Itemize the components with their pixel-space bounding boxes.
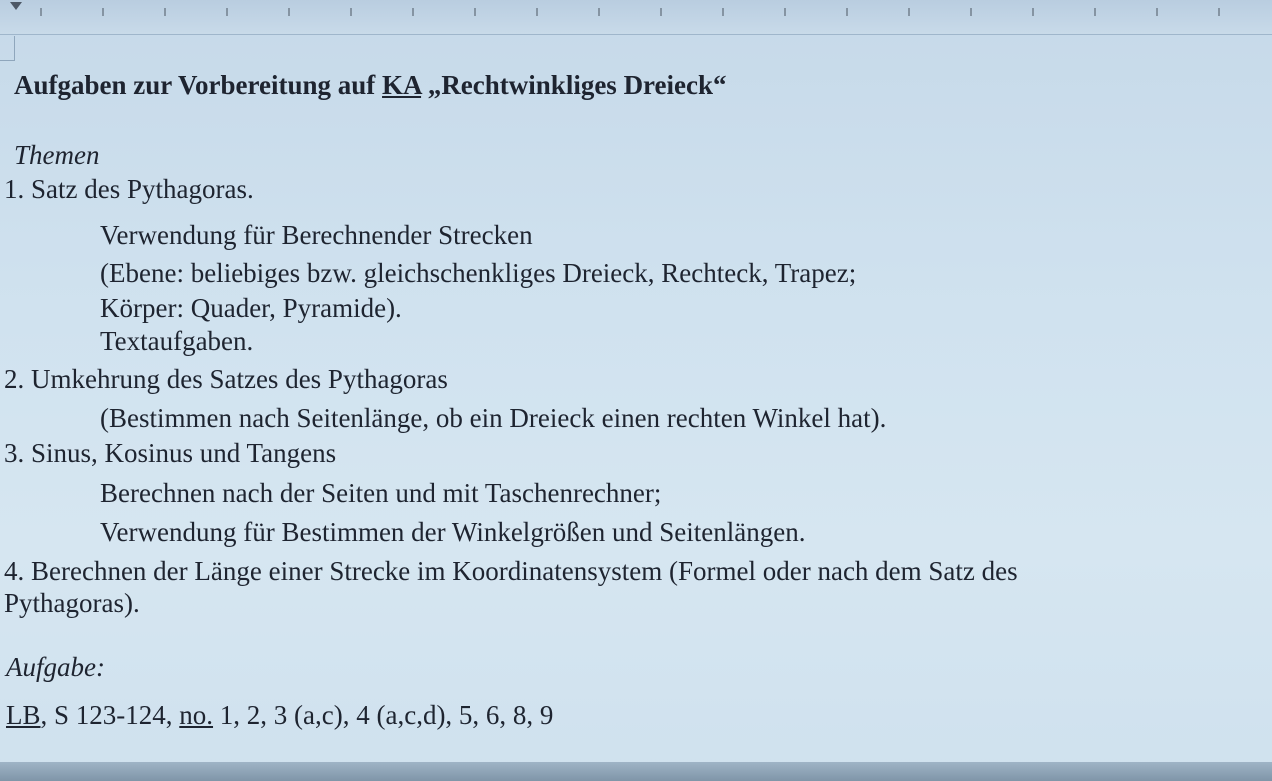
- title-prefix: Aufgaben zur Vorbereitung auf: [14, 70, 383, 100]
- ruler-tick: [908, 8, 910, 16]
- ruler-tick: [970, 8, 972, 16]
- ruler-tick: [102, 8, 104, 16]
- ruler-tick: [598, 8, 600, 16]
- topic-1-heading: 1. Satz des Pythagoras.: [4, 174, 254, 204]
- ruler-tick: [350, 8, 352, 16]
- ruler-tick: [1218, 8, 1220, 16]
- ruler-tick: [1156, 8, 1158, 16]
- topic-1-line-3: Körper: Quader, Pyramide).: [100, 293, 402, 323]
- ruler-tick: [226, 8, 228, 16]
- task-line: [6, 700, 553, 730]
- task-middle: , S 123-124,: [40, 700, 180, 730]
- ruler-tick: [660, 8, 662, 16]
- indent-marker[interactable]: [10, 2, 22, 10]
- topic-1-line-4: Textaufgaben.: [100, 326, 254, 356]
- title-suffix: „Rechtwinkliges Dreieck“: [421, 70, 727, 100]
- topic-4-continuation: Pythagoras).: [4, 588, 140, 618]
- topic-2-line-1: (Bestimmen nach Seitenlänge, ob ein Dreieck einen rechten Winkel hat).: [100, 403, 887, 433]
- task-no: no.: [179, 700, 214, 730]
- task-rest: 1, 2, 3 (a,c), 4 (a,c,d), 5, 6, 8, 9: [213, 700, 554, 730]
- screen-bottom-edge: [0, 762, 1272, 781]
- title-ka: KA: [382, 70, 422, 100]
- task-lb: LB: [6, 700, 41, 730]
- themes-heading: Themen: [14, 140, 100, 170]
- ruler-tick: [784, 8, 786, 16]
- topic-3-line-1: Berechnen nach der Seiten und mit Taschenrechner;: [100, 478, 662, 508]
- ruler-tick: [412, 8, 414, 16]
- topic-3-line-2: Verwendung für Bestimmen der Winkelgrößen und Seitenlängen.: [100, 517, 806, 547]
- ruler[interactable]: [0, 0, 1272, 35]
- topic-4-heading: 4. Berechnen der Länge einer Strecke im Koordinatensystem (Formel oder nach dem Satz des: [4, 556, 1018, 586]
- ruler-tick: [536, 8, 538, 16]
- topic-1-line-2: (Ebene: beliebiges bzw. gleichschenkliges Dreieck, Rechteck, Trapez;: [100, 258, 857, 288]
- ruler-tick: [722, 8, 724, 16]
- topic-1-line-1: Verwendung für Berechnender Strecken: [100, 220, 533, 250]
- topic-3-heading: 3. Sinus, Kosinus und Tangens: [4, 438, 337, 468]
- ruler-tick: [1032, 8, 1034, 16]
- document-title: [14, 70, 727, 100]
- ruler-tick: [1094, 8, 1096, 16]
- ruler-tick: [846, 8, 848, 16]
- ruler-tick: [474, 8, 476, 16]
- topic-2-heading: 2. Umkehrung des Satzes des Pythagoras: [4, 364, 448, 394]
- ruler-tick: [288, 8, 290, 16]
- ruler-tick: [164, 8, 166, 16]
- ruler-tick: [40, 8, 42, 16]
- page-margin-corner: [0, 36, 15, 61]
- task-heading: Aufgabe:: [6, 652, 105, 682]
